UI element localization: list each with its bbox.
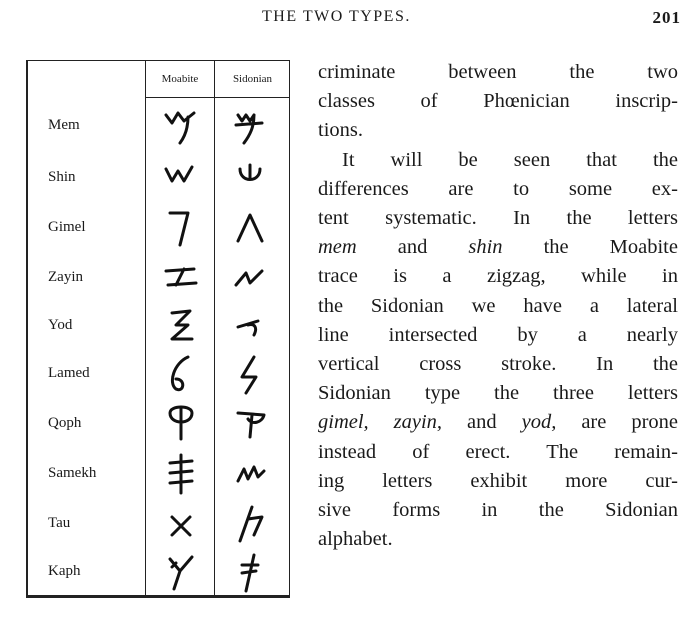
sidonian-samekh-glyph	[228, 453, 274, 495]
alphabet-comparison-table	[26, 60, 290, 598]
sidonian-mem-glyph	[228, 105, 274, 147]
text-line: It will be seen that the	[342, 148, 678, 171]
column-header-sidonian: Sidonian	[232, 73, 273, 85]
body-text	[318, 58, 678, 554]
text-fragment: the Moabite	[502, 236, 678, 259]
sidonian-gimel-glyph	[228, 207, 274, 249]
sidonian-zayin-glyph	[228, 257, 274, 299]
moabite-qoph-glyph	[158, 403, 204, 445]
text-line: tent systematic. In the letters	[318, 207, 678, 230]
sidonian-shin-glyph	[228, 157, 274, 199]
letter-name: Tau	[48, 515, 71, 531]
table-row	[28, 155, 290, 203]
letter-name: Kaph	[48, 563, 81, 579]
table-row	[28, 255, 290, 303]
header-rule	[145, 97, 289, 98]
table-row	[28, 351, 290, 399]
sidonian-tau-glyph	[228, 503, 274, 545]
table-row	[28, 549, 290, 597]
moabite-kaph-glyph	[158, 551, 204, 593]
moabite-samekh-glyph	[158, 453, 204, 495]
table-row	[28, 303, 290, 351]
text-fragment: are prone	[556, 411, 678, 434]
text-line: sive forms in the Sidonian	[318, 499, 678, 522]
table-row	[28, 103, 290, 151]
letter-name: Zayin	[48, 269, 83, 285]
text-line: instead of erect. The remain-	[318, 440, 678, 463]
column-header-moabite: Moabite	[161, 73, 199, 85]
text-line: alphabet.	[318, 528, 393, 551]
letter-name: Yod	[48, 317, 73, 333]
table-row	[28, 501, 290, 549]
text-line	[318, 233, 678, 262]
sidonian-qoph-glyph	[228, 403, 274, 445]
sidonian-yod-glyph	[228, 305, 274, 347]
text-line: vertical cross stroke. In the	[318, 353, 678, 376]
moabite-gimel-glyph	[158, 207, 204, 249]
text-line: trace is a zigzag, while in	[318, 265, 678, 288]
text-line: line intersected by a nearly	[318, 323, 678, 346]
moabite-zayin-glyph	[158, 257, 204, 299]
running-title: THE TWO TYPES.	[262, 8, 411, 25]
text-fragment: and	[442, 411, 522, 434]
moabite-mem-glyph	[158, 105, 204, 147]
italic-word: shin	[468, 236, 503, 259]
text-fragment: and	[356, 236, 469, 259]
moabite-lamed-glyph	[158, 353, 204, 395]
text-line: ing letters exhibit more cur-	[318, 469, 678, 492]
moabite-tau-glyph	[158, 503, 204, 545]
text-line: criminate between the two	[318, 61, 678, 83]
text-line: tions.	[318, 119, 363, 142]
table-row	[28, 205, 290, 253]
letter-name: Gimel	[48, 219, 86, 235]
sidonian-lamed-glyph	[228, 353, 274, 395]
italic-word: mem	[318, 236, 357, 259]
italic-word: yod,	[521, 411, 557, 434]
text-line: Sidonian type the three letters	[318, 382, 678, 405]
table-row	[28, 451, 290, 499]
moabite-shin-glyph	[158, 157, 204, 199]
letter-name: Qoph	[48, 415, 82, 431]
page-number: 201	[652, 8, 681, 27]
text-line: classes of Phœnician inscrip-	[318, 90, 678, 113]
page-header	[0, 8, 693, 30]
table-row	[28, 401, 290, 449]
text-line: differences are to some ex-	[318, 177, 678, 200]
letter-name: Mem	[48, 117, 80, 133]
letter-name: Lamed	[48, 365, 90, 381]
sidonian-kaph-glyph	[228, 551, 274, 593]
italic-word: gimel, zayin,	[318, 411, 443, 434]
letter-name: Samekh	[48, 465, 97, 481]
text-line	[318, 408, 678, 437]
moabite-yod-glyph	[158, 305, 204, 347]
letter-name: Shin	[48, 169, 76, 185]
text-line: the Sidonian we have a lateral	[318, 294, 678, 317]
